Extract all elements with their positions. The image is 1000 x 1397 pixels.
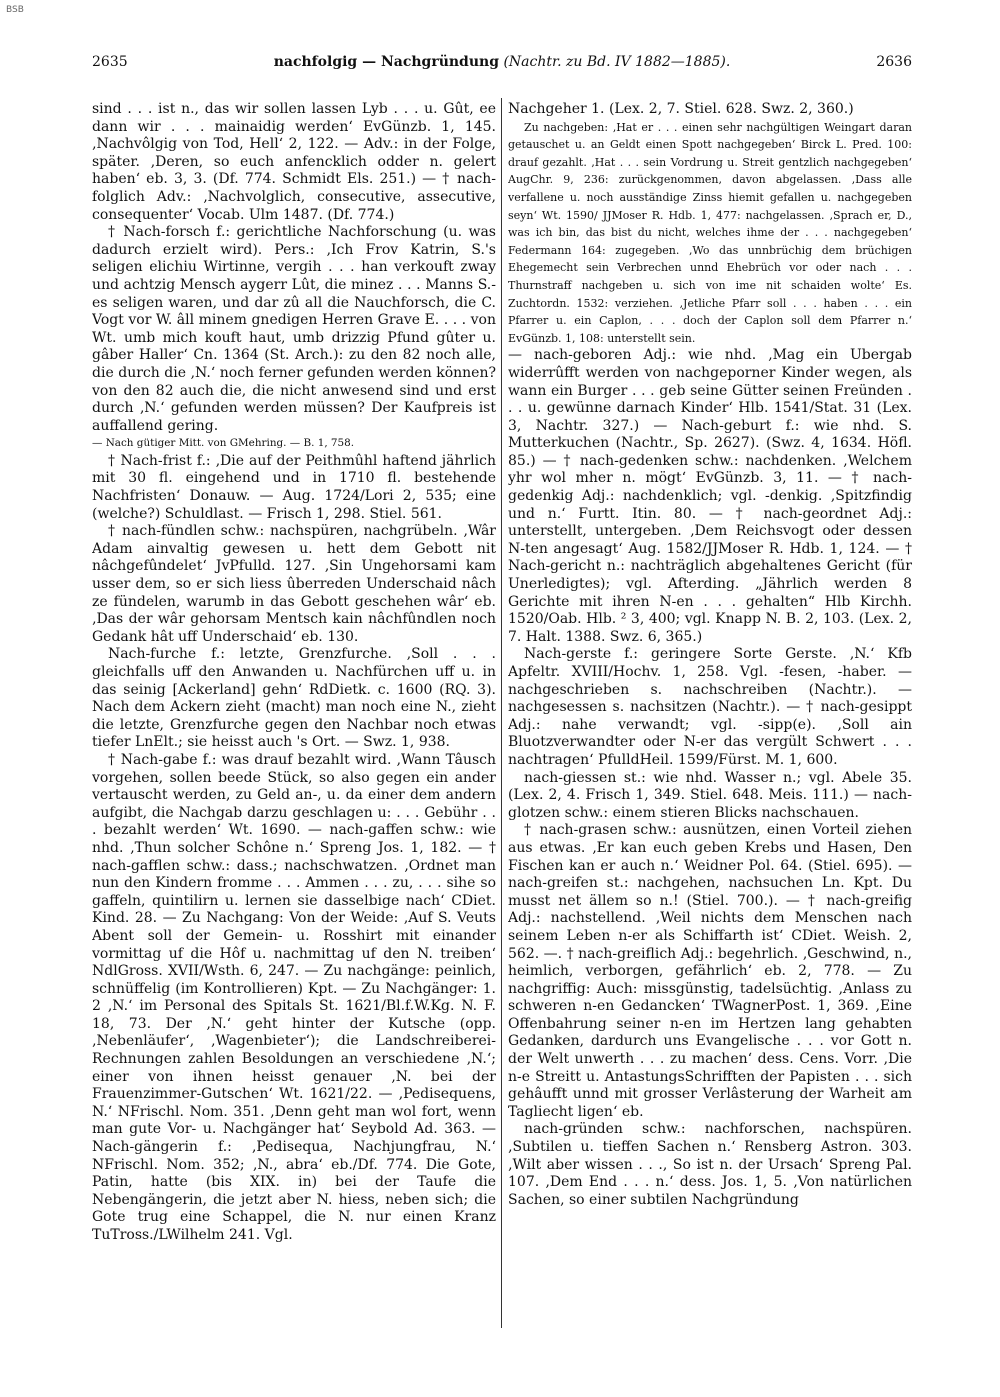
entry-nachgiessen: nach-giessen st.: wie nhd. Wasser n.; vgl. Abele 35. (Lex. 2, 4. Frisch 1, 349. Stiel. 648. Meis. 111.) — nach-glotzen schw.: einem stieren Blicks nachschauen. (508, 769, 912, 821)
page-number-left: 2635 (92, 54, 128, 70)
entry-nachforsch-source: — Nach gütiger Mitt. von GMehring. — B. 1, 758. (92, 437, 355, 450)
entry-nachgerste: Nach-gerste f.: geringere Sorte Gerste. ‚N.‘ Kfb Apfeltr. XVIII/Hochv. 1, 258. Vgl. -fesen, -haber. — nachgeschrieben s. nachschreiben (Nachtr.). — nachgesessen s. nachsitzen (Nachtr.). — † nach-gesippt Adj.: nahe verwandt; vgl. -sipp(e). ‚Soll ain Bluotzverwandter oder N-er das vergült Schwert . . . nachtragen‘ PfulldHeil. 1599/Fürst. M. 1, 600. (508, 646, 912, 768)
page-number-right: 2636 (876, 54, 912, 70)
supplement-note: (Nachtr. zu Bd. IV 1882—1885). (503, 54, 731, 70)
entry-nachgeben: Zu nachgeben: ‚Hat er . . . einen sehr nachgültigen Weingart daran getauschet u. an Geldt einen Spott nachgegeben‘ Birck L. Pred. 100: drauf gezahlt. ‚Hat . . . sein Vordrung u. Streit gentzlich nachgegeben‘ AugChr. 9, 236: zurückgenommen, davon abgelassen. ‚Dass alle verfallene u. noch ausständige Zinss hiemit gefallen u. nachgegeben seyn‘ Wt. 1590/ JJMoser R. Hdb. 1, 477: nachgelassen. ‚Sprach er, D., was ich bin, das bist du nicht, welches ihme der . . . nachgegeben‘ Federmann 164: zugegeben. ‚Wo das unnbrüchig dem brüchigen Ehegemecht sein Verbrechen unnd Ehebrüch vor oder nach . . . Thurnstraff nachgeben u. sich von ime nit schaiden wolte‘ Es. Zuchtordn. 1532: verziehen. ‚Jetliche Pfarr soll . . . haben . . . ein Pfarrer u. ein Caplon, . . . doch der Caplon soll dem Pfarrer n.‘ EvGünzb. 1, 108: unterstellt sein. (508, 120, 912, 345)
entry-nachfolgig: sind . . . ist n., das wir sollen lassen Lyb . . . u. Gût, ee dann wir . . . mainaidig werden‘ EvGünzb. 1, 145. ‚Nachvôlgig von Tod, Hell‘ 2, 122. — Adv.: in der Folge, später. ‚Deren, so euch anfencklich odder n. gelert haben‘ eb. 3, 3. (Df. 774. Schmidt Els. 251.) — † nach-folglich Adv.: ‚Nachvolglich, consecutive, assecutive, consequenter‘ Vocab. Ulm 1487. (Df. 774.) (92, 101, 496, 223)
entry-nachfurche: Nach-furche f.: letzte, Grenzfurche. ‚Soll . . . gleichfalls uff den Anwanden u. Nachfürchen uff u. in das seinig [Ackerland] gehn‘ RdDietk. c. 1600 (RQ. 3). Nach dem Ackern zieht (macht) man noch eine N., zieht die letzte, Grenzfurche gegen den Nachbar noch etwas tiefer LnElt.; sie heisst auch 's Ort. — Swz. 1, 938. (92, 646, 496, 751)
entry-nachfuendlen: † nach-fündlen schw.: nachspüren, nachgrübeln. ‚Wâr Adam ainvaltig gewesen u. hett dem Gebott nit nâchgefûndelet‘ JvPfulld. 127. ‚Sin Ungehorsami kam usser dem, so er sich liess ûberreden Underschaid nâch ze fündelen, warumb in das Gebott geschehen wâr‘ eb. ‚Das der wâr gehorsam Mentsch kain nâchfûndlen noch Gedank hât uff Underschaid‘ eb. 130. (92, 523, 496, 645)
entry-nachgeher: Nachgeher 1. (Lex. 2, 7. Stiel. 628. Swz. 2, 360.) (508, 101, 854, 117)
entry-nachgruenden: nach-gründen schw.: nachforschen, nachspüren. ‚Subtilen u. tieffen Sachen n.‘ Rensberg Astron. 303. ‚Wilt aber wissen . . ., So ist n. der Ursach‘ Spreng Pal. 107. ‚Dem End . . . n.‘ dess. Jos. 1, 5. ‚Von natürlichen Sachen, so einer subtilen Nachgründung (508, 1121, 912, 1208)
entry-nachfrist: † Nach-frist f.: ‚Die auf der Peithmûhl haftend jährlich mit 30 fl. eingehend und in 1710 fl. bestehende Nachfristen‘ Donauw. — Aug. 1724/Lori 2, 535; eine (welche?) Schuldlast. — Frisch 1, 298. Stiel. 561. (92, 452, 496, 522)
running-title (92, 54, 912, 70)
headword-range: nachfolgig — Nachgründung (273, 54, 499, 70)
column-divider (501, 98, 502, 1328)
page-header (92, 54, 912, 74)
right-column (508, 101, 912, 1361)
entry-nachgabe: † Nach-gabe f.: was drauf bezahlt wird. ‚Wann Tâusch vorgehen, sollen beede Stück, so also gegen ein ander vertauscht werden, zu Geld an-, u. da einer dem andern aufgibt, die Nachgab darzu geschlagen u: . . . Gebühr . . . bezahlt werden‘ Wt. 1690. — nach-gaffen schw.: wie nhd. ‚Thun solcher Schône n.‘ Spreng Jos. 1, 182. — † nach-gafflen schw.: dass.; nachschwatzen. ‚Ordnet man nun den Kindern fromme . . . Ammen . . . zu, . . . sihe so gaffeln, quintilirn u. lernen sie dasselbige nach‘ CDiet. Kind. 28. — Zu Nachgang: Von der Weide: ‚Auf S. Veuts Abent soll der Gemein- u. Rosshirt mit einander vormittag uf die Hôf u. nachmittag uf den N. treiben‘ NdlGross. XVII/Wsth. 6, 247. — Zu nachgänge: peinlich, schnüffelig (im Kontrollieren) Kpt. — Zu Nachgänger: 1. 2 ‚N.‘ im Personal des Spitals St. 1621/Bl.f.W.Kg. N. F. 18, 73. Der ‚N.‘ geht hinter der Kutsche (opp. ‚Nebenläufer‘, ‚Wagenbieter‘); die Landschreiberei-Rechnungen zahlen Besoldungen an verschiedene ‚N.‘; einer von ihnen heisst genauer ‚N. bei der Frauenzimmer-Gutschen‘ Wt. 1621/22. — ‚Pedisequens, N.‘ NFrischl. Nom. 351. ‚Denn geht man wol fort, wenn man gute Vor- u. Nachgänger hat‘ Seybold Ad. 363. — Nach-gängerin f.: ‚Pedisequa, Nachjungfrau, N.‘ NFrischl. Nom. 352; ‚N., abra‘ eb./Df. 774. Die Gote, Patin, hatte (bis XIX. in) bei der Taufe die Nebengängerin, die jetzt aber N. hiess, neben sich; die Gote trug eine Schappel, die N. nur einen Kranz TuTross./LWilhelm 241. Vgl. (92, 751, 496, 1243)
entry-nachgeboren: — nach-geboren Adj.: wie nhd. ‚Mag ein Ubergab widerrûfft werden von nachgeporner Kinder wegen, als wann ein Burger . . . geb seine Gütter seinen Freünden . . . u. gewünne darnach Kinder‘ Hlb. 1541/Stat. 31 (Lex. 3, Nachtr. 327.) — Nach-geburt f.: wie nhd. S. Mutterkuchen (Nachtr., Sp. 2627). (Swz. 4, 1634. Höfl. 85.) — † nach-gedenken schw.: nachdenken. ‚Welchem yhr wol mher n. mögt‘ EvGünzb. 3, 11. — † nach-gedenkig Adj.: nachdenklich; vgl. -denkig. ‚Spitzfindig und n.‘ Furtt. Itin. 80. — † nach-geordnet Adj.: unterstellt, untergeben. ‚Dem Reichsvogt oder dessen N-ten angesagt‘ Aug. 1582/JJMoser R. Hdb. 1, 124. — † Nach-gericht n.: nachträglich abgehaltenes Gericht (für Unerledigtes); vgl. Afterding. „Jährlich werden 8 Gerichte mit ihren N-en . . . gehalten“ Hlb Kirchh. 1520/Oab. Hlb. ² 3, 400; vgl. Knapp N. B. 2, 103. (Lex. 2, 7. Halt. 1388. Swz. 6, 365.) (508, 347, 912, 645)
library-mark: BSB (6, 5, 24, 15)
entry-nachgrasen: † nach-grasen schw.: ausnützen, einen Vorteil ziehen aus etwas. ‚Er kan euch geben Krebs und Hasen, Den Fischen kan er auch n.‘ Weidner Pol. 64. (Stiel. 695). — nach-greifen st.: nachgehen, nachsuchen Ln. Kpt. Du musst net ällem so n.! (Stiel. 700.). — † nach-greifig Adj.: nachstellend. ‚Weil nichts dem Menschen nach seinem Leben n-er als Schiffarth ist‘ CDiet. Weish. 2, 562. —. † nach-greiflich Adj.: begehrlich. ‚Geschwind, n., heimlich, verborgen, gefährlich‘ eb. 2, 778. — Zu nachgriffig: Auch: missgünstig, tadelsüchtig. ‚Anlass zu schweren n-en Gedancken‘ TWagnerPost. 1, 369. ‚Eine Offenbahrung seiner n-en im Hertzen lang gehabten Gedanken, dardurch uns Evangelische . . . vor Gott n. der Welt unwerth . . . zu machen‘ dess. Cens. Vorr. ‚Die n-e Streitt u. AntastungsSchrifften der Papisten . . . sich gehâufft unnd mit grosser Verlâsterung der Warheit am Tagliecht ligen‘ eb. (508, 822, 912, 1120)
entry-nachforsch: † Nach-forsch f.: gerichtliche Nachforschung (u. was dadurch erzielt wird). Pers.: ‚Ich Frov Katrin, S.'s seligen elichiu Wirtinne, vergih . . . han verkouft zway und achtzig Mensch aygerr Lût, die minez . . . Manns S.-es seligen waren, und dar zû all die Nauchforsch, die C. Vogt vor W. âll minem gnedigen Herren Grave E. . . . von Wt. umb mich kouft haut, umb drizzig Pfund gûter u. gâber Haller‘ Cn. 1364 (St. Arch.): zu den 82 noch alle, die durch die ‚N.‘ noch ferner gefunden werden können? von den 82 auch die, die nicht anwesend sind und erst durch ‚N.‘ gefunden werden müssen? Der Kaufpreis ist auffallend gering. (92, 224, 496, 434)
left-column (92, 101, 496, 1361)
